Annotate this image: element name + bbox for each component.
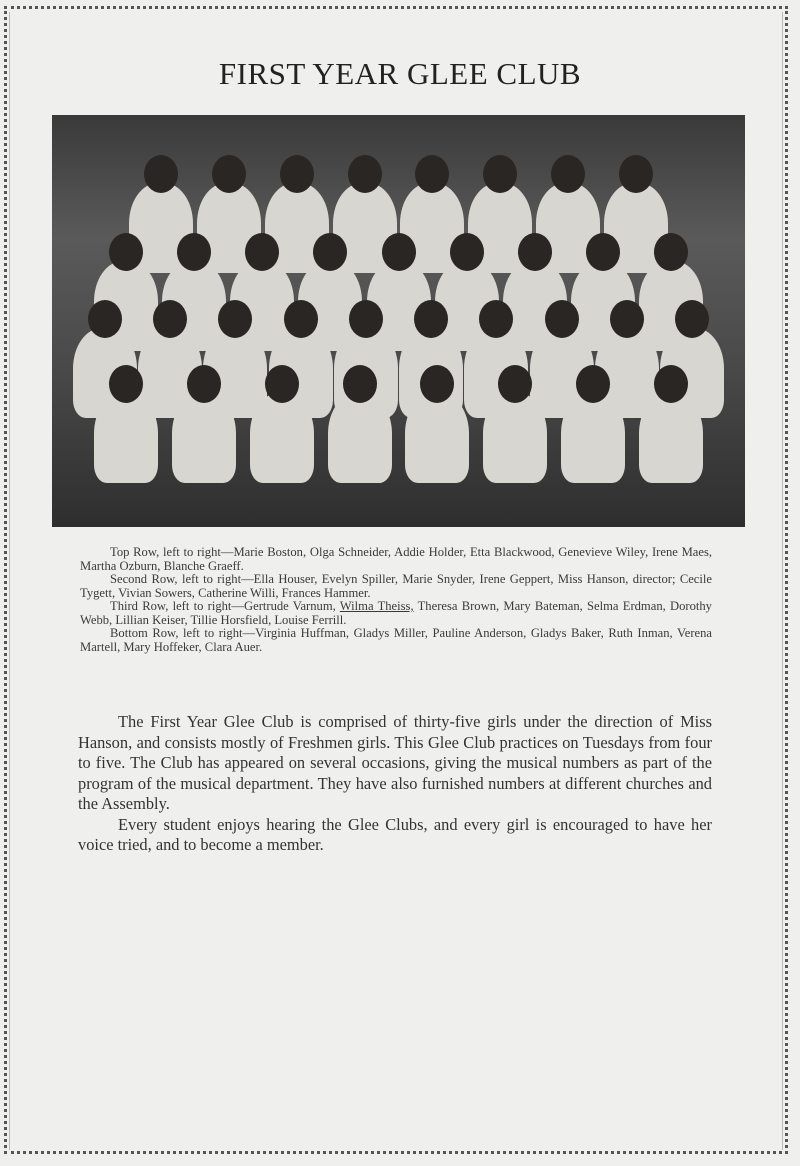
person-figure [405,393,469,483]
caption-second-row: Second Row, left to right—Ella Houser, Evelyn Spiller, Marie Snyder, Irene Geppert, Miss Hanson, director; Cecile Tygett, Vivian Sowers, Catherine Willi, Frances Hammer. [80,572,712,600]
page-title: FIRST YEAR GLEE CLUB [218,56,582,91]
body-text [78,712,712,856]
person-head [187,365,221,403]
caption-third-row-end: Theresa Brown, Mary Bateman, Selma Erdman, Dorothy Webb, Lillian Keiser, Tillie Horsfield, Louise Ferrill. [80,599,712,627]
person-figure [328,393,392,483]
person-head [382,233,416,271]
group-photo [52,115,745,527]
caption-third-row-start: Third Row, left to right—Gertrude Varnum, [110,599,340,613]
person-head [153,300,187,338]
person-head [144,155,178,193]
person-head [654,365,688,403]
person-head [177,233,211,271]
person-figure [172,393,236,483]
person-figure [94,393,158,483]
person-head [265,365,299,403]
caption-third-row [80,600,712,627]
caption-bottom-row: Bottom Row, left to right—Virginia Huffman, Gladys Miller, Pauline Anderson, Gladys Baker, Ruth Inman, Verena Martell, Mary Hoffeker, Clara Auer. [80,626,712,654]
person-head [654,233,688,271]
person-head [280,155,314,193]
person-head [343,365,377,403]
person-head [551,155,585,193]
person-head [88,300,122,338]
person-figure [250,393,314,483]
person-head [576,365,610,403]
person-head [218,300,252,338]
person-figure [561,393,625,483]
person-head [586,233,620,271]
person-head [349,300,383,338]
person-figure [483,393,547,483]
person-head [212,155,246,193]
paragraph: The First Year Glee Club is comprised of thirty-five girls under the direction of Miss Hanson, and consists mostly of Freshmen girls. This Glee Club practices on Tuesdays from four to five. The Club has appeared on several occasions, giving the musical numbers as part of the program of the musical department. They have also furnished numbers at different churches and the Assembly. [78,712,712,813]
underlined-name: Wilma Theiss, [339,599,414,613]
person-head [109,365,143,403]
paragraph: Every student enjoys hearing the Glee Clubs, and every girl is encouraged to have her voice tried, and to become a member. [78,814,712,854]
photo-caption [80,546,712,654]
person-head [414,300,448,338]
person-head [348,155,382,193]
person-figure [639,393,703,483]
caption-top-row: Top Row, left to right—Marie Boston, Olga Schneider, Addie Holder, Etta Blackwood, Genevieve Wiley, Irene Maes, Martha Ozburn, Blanche Graeff. [80,545,712,573]
person-head [450,233,484,271]
person-head [284,300,318,338]
person-head [619,155,653,193]
person-head [545,300,579,338]
person-head [610,300,644,338]
person-head [109,233,143,271]
person-head [518,233,552,271]
